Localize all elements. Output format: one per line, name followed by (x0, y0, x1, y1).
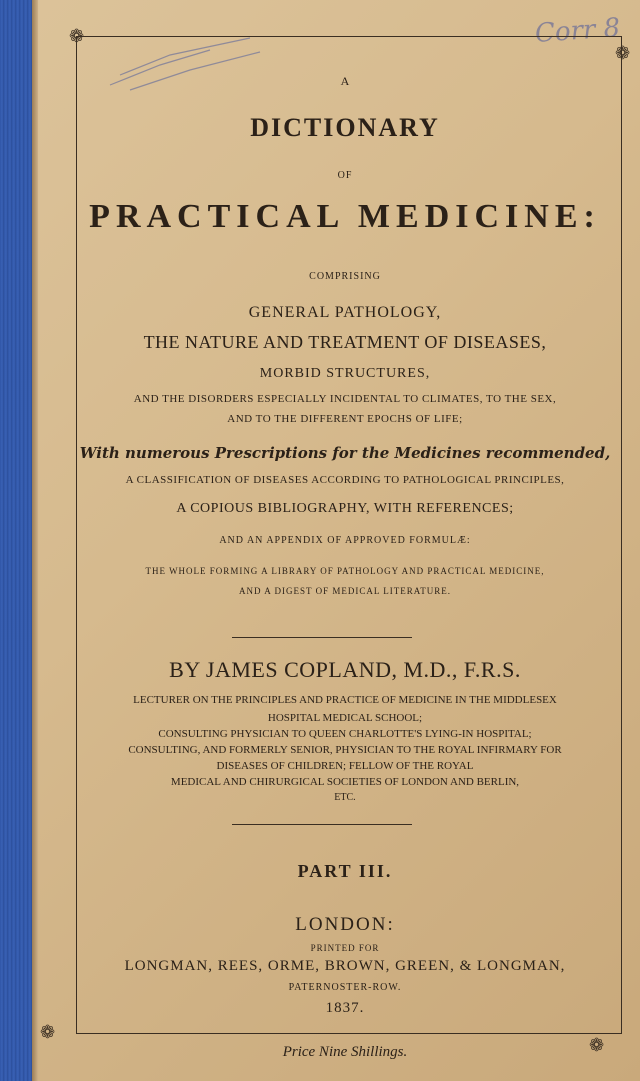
subtitle-library-line1: THE WHOLE FORMING A LIBRARY OF PATHOLOGY AND PRACTICAL MEDICINE, (145, 566, 545, 576)
subtitle-bibliography: A COPIOUS BIBLIOGRAPHY, WITH REFERENCES; (176, 501, 514, 516)
imprint-printed-for: PRINTED FOR (310, 943, 380, 953)
subtitle-prescriptions: With numerous Prescriptions for the Medicines recommended, (79, 444, 611, 462)
subtitle-nature-treatment: THE NATURE AND TREATMENT OF DISEASES, (143, 332, 547, 352)
subtitle-general-pathology: GENERAL PATHOLOGY, (248, 304, 442, 321)
subtitle-appendix: AND AN APPENDIX OF APPROVED FORMULÆ: (219, 535, 471, 546)
title-dictionary: DICTIONARY (250, 113, 440, 142)
imprint-year: 1837. (325, 1000, 365, 1016)
author-credential: LECTURER ON THE PRINCIPLES AND PRACTICE OF MEDICINE IN THE MIDDLESEX (133, 694, 557, 706)
author-credential: HOSPITAL MEDICAL SCHOOL; (267, 712, 423, 724)
author-credential: CONSULTING, AND FORMERLY SENIOR, PHYSICIAN TO THE ROYAL INFIRMARY FOR (128, 744, 562, 756)
imprint-address: PATERNOSTER-ROW. (288, 982, 402, 993)
author-credential: ETC. (334, 792, 356, 803)
corner-rosette-icon: ❁ (589, 1035, 605, 1055)
author-byline: BY JAMES COPLAND, M.D., F.R.S. (169, 657, 521, 682)
subtitle-disorders-line2: AND TO THE DIFFERENT EPOCHS OF LIFE; (227, 413, 463, 425)
divider-rule (232, 824, 412, 825)
comprising-label: COMPRISING (309, 271, 381, 282)
spine-edge (32, 0, 38, 1081)
author-credential: MEDICAL AND CHIRURGICAL SOCIETIES OF LONDON AND BERLIN, (170, 776, 520, 788)
corner-rosette-icon: ❁ (615, 43, 631, 63)
title-article: A (340, 74, 350, 88)
imprint-publishers: LONGMAN, REES, ORME, BROWN, GREEN, & LONGMAN, (124, 958, 566, 974)
imprint-city: LONDON: (295, 914, 395, 935)
title-of: OF (337, 170, 353, 181)
part-label: PART III. (297, 861, 393, 881)
subtitle-classification: A CLASSIFICATION OF DISEASES ACCORDING TO PATHOLOGICAL PRINCIPLES, (125, 474, 565, 486)
author-credential: CONSULTING PHYSICIAN TO QUEEN CHARLOTTE'S LYING-IN HOSPITAL; (158, 728, 532, 740)
pencil-annotation: Corr 8 (534, 13, 622, 49)
title-practical-medicine: PRACTICAL MEDICINE: (89, 198, 601, 235)
corner-rosette-icon: ❁ (40, 1022, 56, 1042)
book-spine-cloth (0, 0, 32, 1081)
author-credential: DISEASES OF CHILDREN; FELLOW OF THE ROYAL (216, 760, 474, 772)
price-label: Price Nine Shillings. (282, 1044, 408, 1060)
subtitle-library-line2: AND A DIGEST OF MEDICAL LITERATURE. (239, 586, 451, 596)
subtitle-disorders-line1: AND THE DISORDERS ESPECIALLY INCIDENTAL TO CLIMATES, TO THE SEX, (133, 393, 557, 405)
subtitle-morbid-structures: MORBID STRUCTURES, (259, 366, 431, 381)
corner-rosette-icon: ❁ (69, 26, 85, 46)
divider-rule (232, 637, 412, 638)
